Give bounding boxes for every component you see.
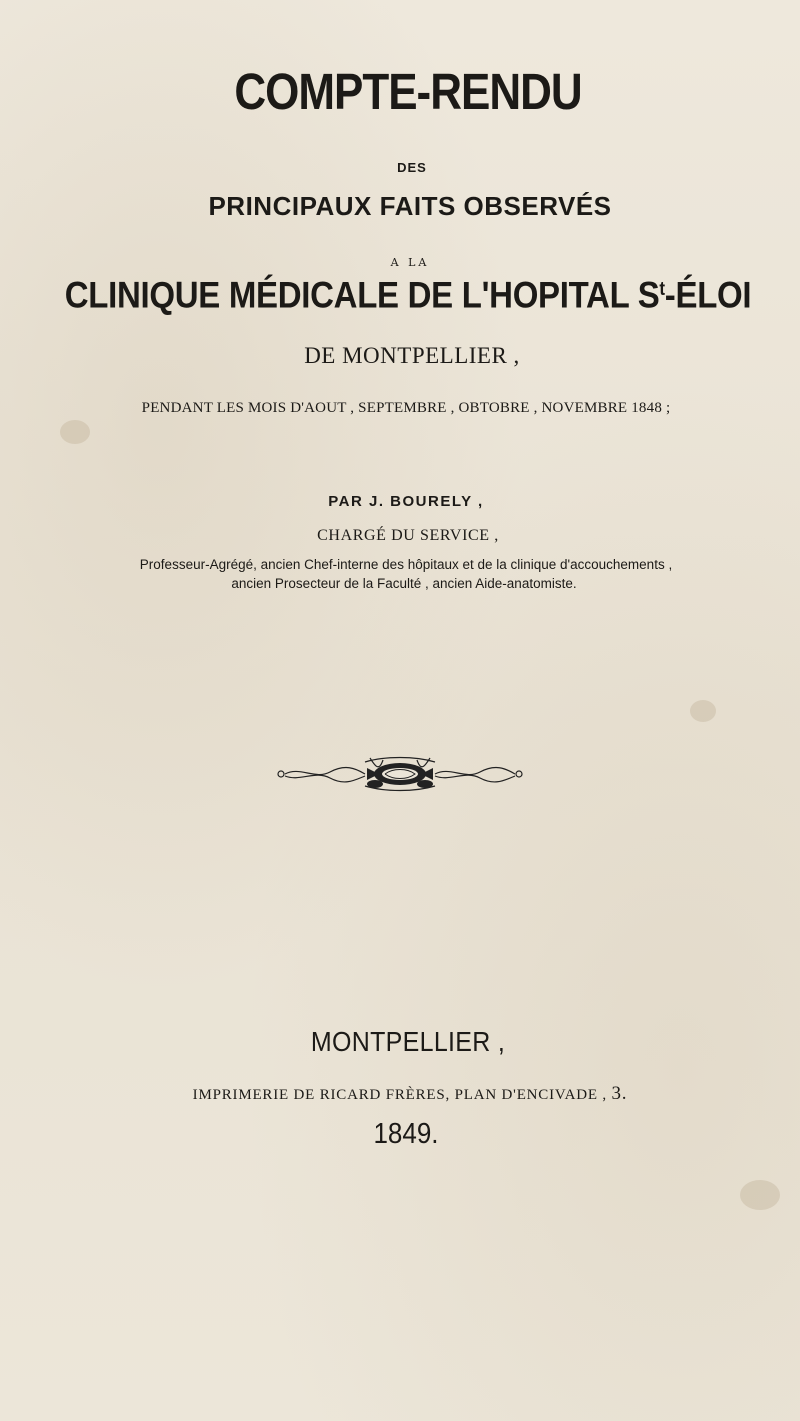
printer-number: 3. — [611, 1083, 628, 1104]
paper-stain — [60, 420, 90, 444]
role-line: CHARGÉ DU SERVICE , — [317, 527, 499, 544]
clinique-heading — [8, 274, 800, 317]
des-line: DES — [397, 160, 427, 175]
city-line: DE MONTPELLIER , — [304, 343, 520, 368]
credentials-line-1: Professeur-Agrégé, ancien Chef-interne des hôpitaux et de la clinique d'accouchements , — [139, 557, 673, 572]
clinique-heading-main: CLINIQUE MÉDICALE DE L'HOPITAL S — [64, 273, 660, 316]
printer-text: IMPRIMERIE DE RICARD FRÈRES, PLAN D'ENCIVADE , — [192, 1087, 612, 1103]
clinique-heading-end: -ÉLOI — [664, 273, 752, 316]
ornament-vignette-icon — [275, 752, 525, 792]
publication-year: 1849. — [373, 1116, 439, 1150]
author-line: PAR J. BOURELY , — [328, 493, 484, 510]
a-la-line: A LA — [390, 256, 430, 269]
period-line: PENDANT LES MOIS D'AOUT , SEPTEMBRE , OBTOBRE , NOVEMBRE 1848 ; — [141, 400, 671, 416]
subtitle: PRINCIPAUX FAITS OBSERVÉS — [208, 191, 612, 221]
paper-stain — [740, 1180, 780, 1210]
clinique-heading-sup: t — [659, 278, 665, 300]
document-title: COMPTE-RENDU — [234, 64, 582, 121]
credentials-line-2: ancien Prosecteur de la Faculté , ancien Aide-anatomiste. — [231, 576, 577, 591]
paper-stain — [690, 700, 716, 722]
publisher-city: MONTPELLIER , — [310, 1026, 506, 1058]
printer-line — [10, 1083, 800, 1105]
